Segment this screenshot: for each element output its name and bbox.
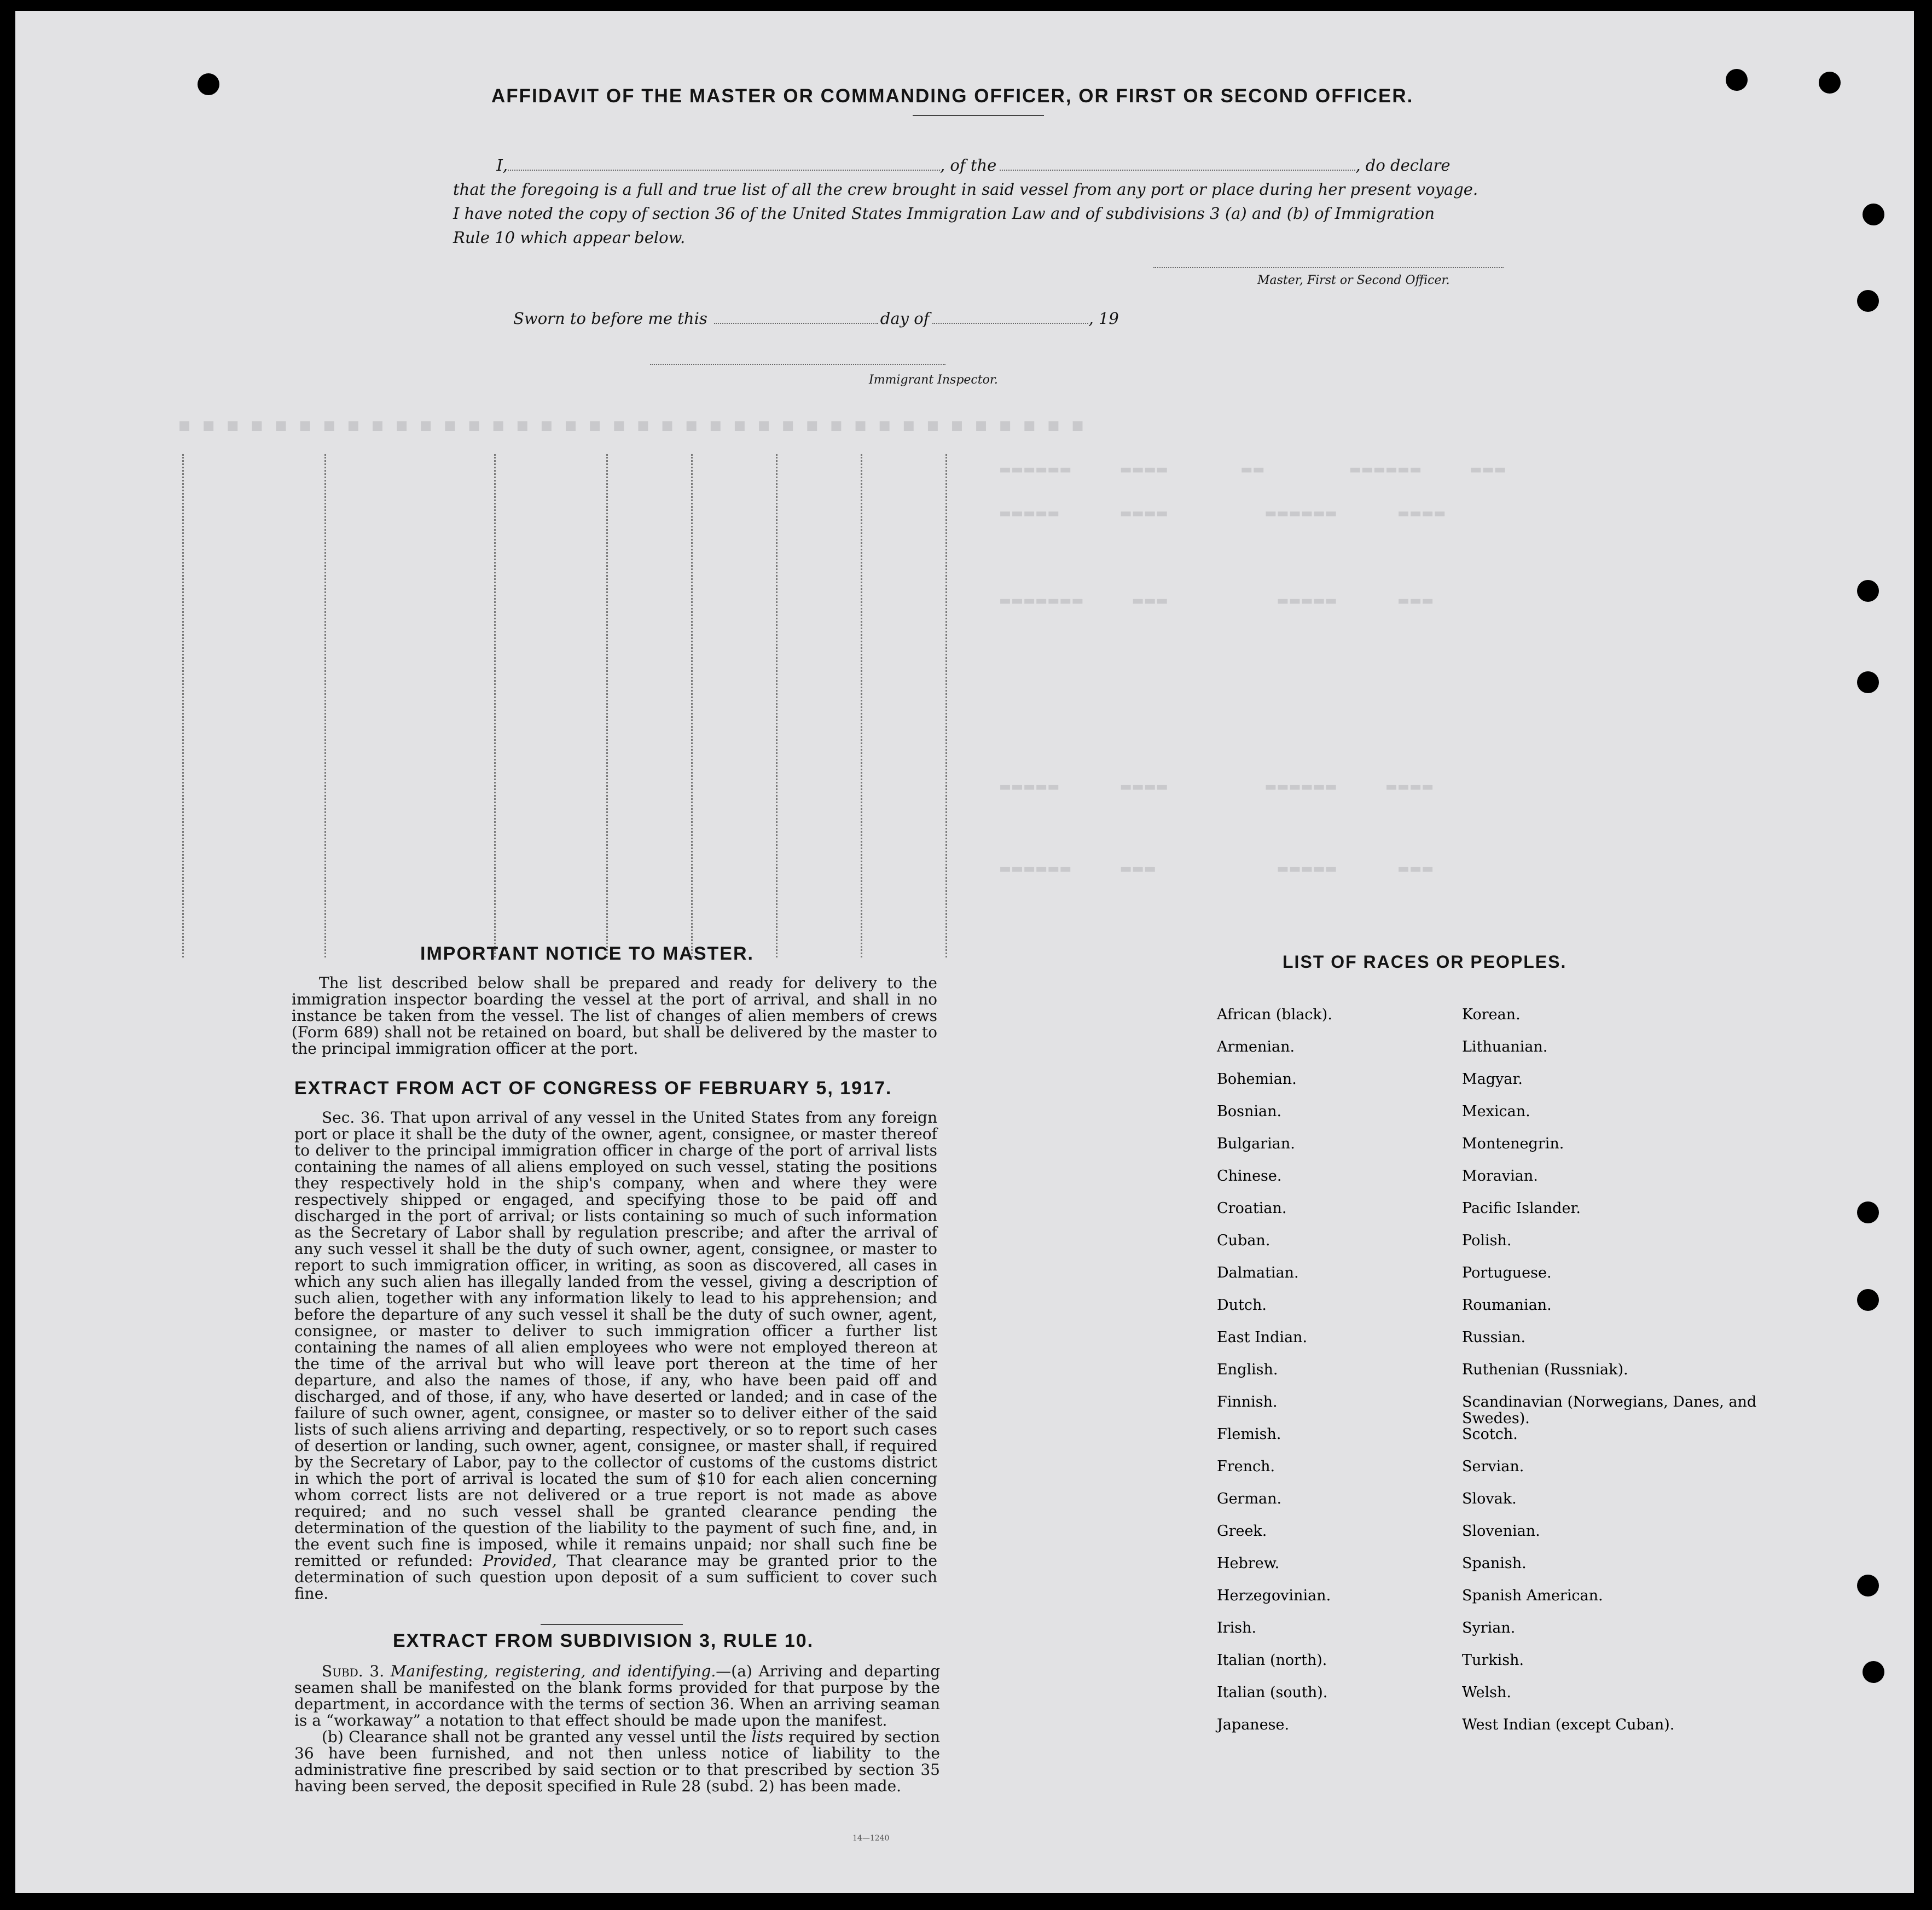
- month-field[interactable]: [932, 323, 1088, 324]
- act-title: EXTRACT FROM ACT OF CONGRESS OF FEBRUARY 5, 1917.: [294, 1078, 892, 1099]
- punch-hole: [198, 73, 219, 95]
- race-item: Dalmatian.: [1217, 1264, 1299, 1281]
- rule-a-text: Arriving and departing seamen shall be manifested on the blank forms provided for that purpose by the department, in accordance with the terms of section 36. When an arriving seaman is a “workaway” a notation to that effect should be made upon the manifest.: [294, 1662, 940, 1729]
- race-item: Bulgarian.: [1217, 1135, 1295, 1152]
- race-item: Pacific Islander.: [1462, 1200, 1581, 1217]
- rule-paragraph-a: [294, 1663, 940, 1729]
- races-title: LIST OF RACES OR PEOPLES.: [1283, 952, 1567, 972]
- punch-hole: [1863, 1661, 1884, 1683]
- race-item: Welsh.: [1462, 1684, 1511, 1701]
- act-paragraph: [294, 1110, 937, 1602]
- vessel-field[interactable]: [1000, 170, 1355, 171]
- race-item: French.: [1217, 1458, 1275, 1475]
- race-item: Servian.: [1462, 1458, 1524, 1475]
- punch-hole: [1726, 69, 1748, 91]
- affidavit-line-2: that the foregoing is a full and true list of all the crew brought in said vessel from any port or place during her present voyage.: [453, 180, 1478, 199]
- race-item: Cuban.: [1217, 1232, 1270, 1249]
- race-item: Montenegrin.: [1462, 1135, 1564, 1152]
- race-item: German.: [1217, 1490, 1282, 1507]
- punch-hole: [1857, 290, 1879, 312]
- rule-b-text-1: Clearance shall not be granted any vessel until the: [349, 1728, 747, 1746]
- race-item: Finnish.: [1217, 1394, 1278, 1410]
- rule-b-text-2: required by section 36 have been furnished, and not then unless notice of liability to the administrative fine prescribed by said section or to that prescribed by section 35 having been served, the deposit specified in Rule 28 (subd. 2) has been made.: [294, 1728, 941, 1795]
- act-body: That upon arrival of any vessel in the United States from any foreign port or place it shall be the duty of the owner, agent, consignee, or master thereof to deliver to the principal immigration officer in charge of the port of arrival lists containing the names of all aliens employed on such vessel, stating the positions they respectively hold in the ship's company, when and where they were respectively shipped or engaged, and specifying those to be paid off and discharged in the port of arrival; or lists containing so much of such information as the Secretary of Labor shall by regulation prescribe; and after the arrival of any such vessel it shall be the duty of such owner, agent, consignee, or master to report to such immigration officer, in writing, as soon as discovered, all cases in which any such alien has illegally landed from the vessel, giving a description of such alien, together with any information likely to lead to his apprehension; and before the departure of any such vessel it shall be the duty of such owner, agent, consignee, or master to deliver to such immigration officer a further list containing the names of all alien employees who were not employed thereon at the time of the arrival but who will leave port thereon at the time of her departure, and also the names of those, if any, who have been paid off and discharged, and of those, if any, who have deserted or landed; and in case of the failure of such owner, agent, consignee, or master so to deliver either of the said lists of such aliens arriving and departing, respectively, or so to report such cases of desertion or landing, such owner, agent, consignee, or master shall, if required by the Secretary of Labor, pay to the collector of customs of the customs district in which the port of arrival is located the sum of $10 for each alien concerning whom correct lists are not delivered or a true report is not made as above required; and no such vessel shall be granted clearance pending the determination of the question of the liability to the payment of such fine, and, in the event such fine is imposed, while it remains unpaid; nor shall such fine be remitted or refunded:: [294, 1108, 937, 1570]
- master-signature-line[interactable]: [1153, 267, 1504, 268]
- race-item: Bosnian.: [1217, 1103, 1282, 1120]
- race-item: Russian.: [1462, 1329, 1526, 1346]
- race-item: Herzegovinian.: [1217, 1587, 1331, 1604]
- race-item: English.: [1217, 1361, 1278, 1378]
- bleed-through-row: ▬▬▬▬▬ ▬▬▬▬ ▬▬▬▬▬▬ ▬▬▬▬: [1000, 503, 1447, 523]
- race-item: Turkish.: [1462, 1652, 1524, 1669]
- race-item: Bohemian.: [1217, 1071, 1297, 1088]
- punch-hole: [1857, 1289, 1879, 1311]
- rule-b-label: (b): [322, 1728, 344, 1746]
- form-number: 14—1240: [852, 1834, 890, 1843]
- notice-paragraph: The list described below shall be prepared and ready for delivery to the immigration inspector boarding the vessel at the port of arrival, and shall in no instance be taken from the vessel. The list of changes of alien members of crews (Form 689) shall not be retained on board, but shall be delivered by the master to the principal immigration officer at the port.: [292, 974, 937, 1058]
- affidavit-title: AFFIDAVIT OF THE MASTER OR COMMANDING OFFICER, OR FIRST OR SECOND OFFICER.: [491, 85, 1414, 107]
- column-rule: [861, 454, 862, 957]
- rule-heading: Manifesting, registering, and identifying.: [390, 1662, 716, 1680]
- bleed-through-row: ▬▬▬▬▬▬ ▬▬▬ ▬▬▬▬▬ ▬▬▬: [1000, 859, 1435, 878]
- name-field[interactable]: [508, 170, 940, 171]
- act-body-end: That clearance may be granted prior to the determination of such question upon deposit of a sum sufficient to cover such fine.: [294, 1552, 938, 1603]
- race-item: Moravian.: [1462, 1168, 1538, 1185]
- race-item: Spanish.: [1462, 1555, 1527, 1572]
- race-item: Lithuanian.: [1462, 1038, 1548, 1055]
- punch-hole: [1857, 1201, 1879, 1223]
- race-item: Greek.: [1217, 1523, 1267, 1540]
- bleed-through-row: ▬▬▬▬▬▬▬ ▬▬▬ ▬▬▬▬▬ ▬▬▬: [1000, 591, 1435, 610]
- race-item: Magyar.: [1462, 1071, 1523, 1088]
- column-rule: [606, 454, 608, 957]
- column-rule: [494, 454, 496, 957]
- punch-hole: [1819, 72, 1841, 94]
- race-item: Irish.: [1217, 1619, 1257, 1636]
- notice-text: [292, 975, 937, 1057]
- master-signature-label: Master, First or Second Officer.: [1257, 274, 1450, 287]
- day-field[interactable]: [714, 323, 878, 324]
- notice-title: IMPORTANT NOTICE TO MASTER.: [420, 943, 754, 964]
- race-item: Hebrew.: [1217, 1555, 1280, 1572]
- column-rule: [945, 454, 947, 957]
- sworn-label: Sworn to before me this: [513, 309, 707, 328]
- bleed-through-row: ■ ■ ■ ■ ■ ■ ■ ■ ■ ■ ■ ■ ■ ■ ■ ■ ■ ■ ■ ■ ■ ■ ■ ■ ■ ■ ■ ■ ■ ■ ■ ■ ■ ■ ■ ■ ■ ■: [179, 416, 1085, 435]
- race-item: Syrian.: [1462, 1619, 1516, 1636]
- act-provided: Provided,: [483, 1552, 557, 1570]
- column-rule: [182, 454, 184, 957]
- race-item: Slovak.: [1462, 1490, 1517, 1507]
- rule-paragraph-b: [294, 1729, 940, 1795]
- section-rule: [541, 1624, 683, 1625]
- column-rule: [776, 454, 778, 957]
- race-item: Roumanian.: [1462, 1297, 1552, 1314]
- inspector-label: Immigrant Inspector.: [869, 373, 998, 387]
- column-rule: [324, 454, 326, 957]
- punch-hole: [1857, 671, 1879, 693]
- bleed-through-row: ▬▬▬▬▬ ▬▬▬▬ ▬▬▬▬▬▬ ▬▬▬▬: [1000, 777, 1435, 796]
- manifest-page: [15, 11, 1914, 1893]
- race-item: Scotch.: [1462, 1426, 1518, 1443]
- races-left-column: [1217, 1007, 1436, 1749]
- affidavit-of-the: , of the: [940, 156, 997, 175]
- race-item: Italian (north).: [1217, 1652, 1327, 1669]
- race-item: Portuguese.: [1462, 1264, 1552, 1281]
- rule-text: [294, 1663, 940, 1795]
- affidavit-line-3: I have noted the copy of section 36 of the United States Immigration Law and of subdivisions 3 (a) and (b) of Immigration: [453, 204, 1435, 223]
- race-item: Polish.: [1462, 1232, 1512, 1249]
- race-item: Spanish American.: [1462, 1587, 1603, 1604]
- rule-title: EXTRACT FROM SUBDIVISION 3, RULE 10.: [393, 1630, 814, 1651]
- inspector-signature-line[interactable]: [650, 364, 945, 365]
- column-rule: [691, 454, 693, 957]
- sworn-line: [513, 306, 1170, 330]
- race-item: East Indian.: [1217, 1329, 1308, 1346]
- race-item: Dutch.: [1217, 1297, 1267, 1314]
- affidavit-i: I,: [496, 156, 508, 175]
- act-section: Sec. 36.: [322, 1108, 385, 1127]
- bleed-through-row: ▬▬▬▬▬▬ ▬▬▬▬ ▬▬ ▬▬▬▬▬▬ ▬▬▬: [1000, 460, 1507, 479]
- year-label: , 19: [1088, 309, 1119, 328]
- rule-a-label: —(a): [716, 1662, 752, 1680]
- punch-hole: [1857, 580, 1879, 602]
- rule-subd: Subd. 3.: [322, 1662, 385, 1680]
- title-rule: [913, 115, 1044, 116]
- race-item: Armenian.: [1217, 1038, 1295, 1055]
- race-item: Japanese.: [1217, 1716, 1290, 1733]
- race-item: West Indian (except Cuban).: [1462, 1716, 1675, 1733]
- race-item: Croatian.: [1217, 1200, 1287, 1217]
- act-text: [294, 1110, 937, 1602]
- race-item: African (black).: [1217, 1006, 1332, 1023]
- race-item: Italian (south).: [1217, 1684, 1328, 1701]
- race-item: Scandinavian (Norwegians, Danes, and Swedes).: [1462, 1394, 1757, 1427]
- affidavit-line-4: Rule 10 which appear below.: [453, 228, 686, 247]
- affidavit-declare: , do declare: [1355, 156, 1451, 175]
- race-item: Slovenian.: [1462, 1523, 1540, 1540]
- day-of-label: day of: [880, 309, 930, 328]
- punch-hole: [1857, 1575, 1879, 1596]
- race-item: Mexican.: [1462, 1103, 1530, 1120]
- race-item: Flemish.: [1217, 1426, 1281, 1443]
- rule-b-lists: lists: [751, 1728, 784, 1746]
- affidavit-line-1: [442, 153, 1515, 177]
- punch-hole: [1863, 204, 1884, 225]
- races-right-column: [1462, 1007, 1768, 1749]
- race-item: Korean.: [1462, 1006, 1521, 1023]
- race-item: Chinese.: [1217, 1168, 1282, 1185]
- race-item: Ruthenian (Russniak).: [1462, 1361, 1628, 1378]
